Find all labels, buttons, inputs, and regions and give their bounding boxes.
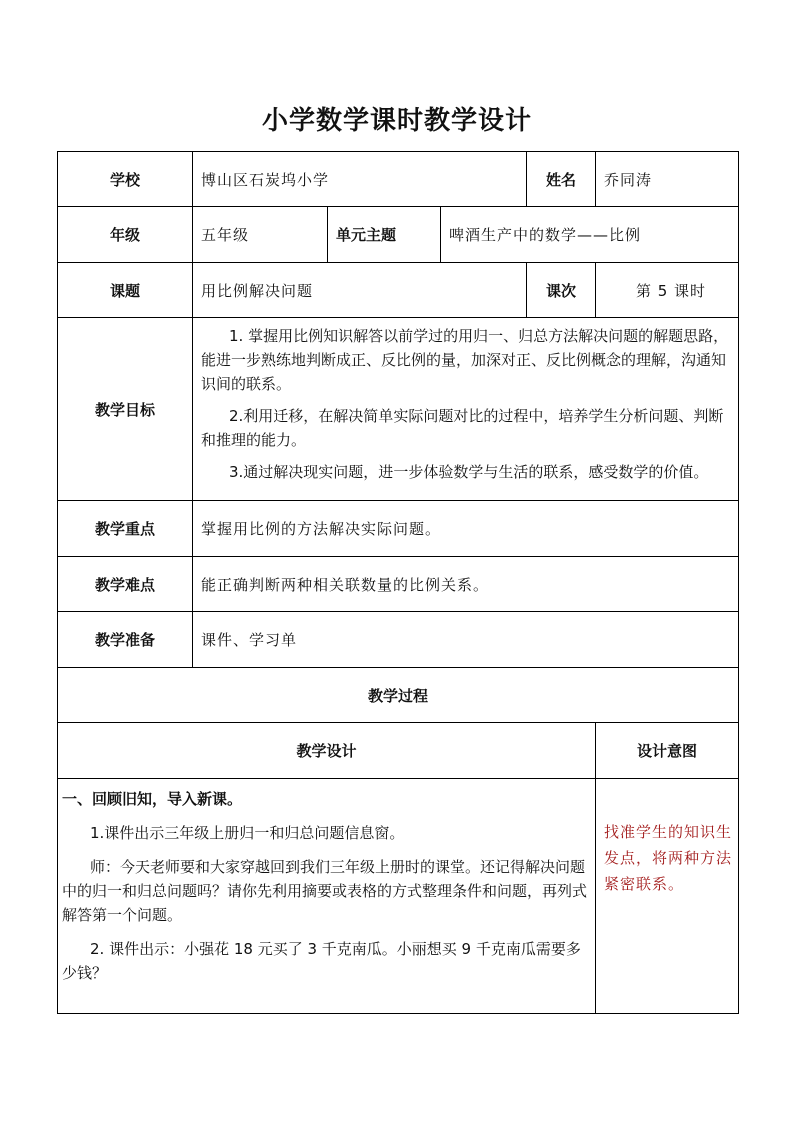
difficulty-value: 能正确判断两种相关联数量的比例关系。 <box>193 557 739 612</box>
intent-column-header: 设计意图 <box>596 723 739 779</box>
row-preparation <box>58 612 739 668</box>
school-value: 博山区石炭坞小学 <box>193 152 527 207</box>
preparation-value: 课件、学习单 <box>193 612 739 668</box>
topic-value: 用比例解决问题 <box>193 263 527 318</box>
preparation-label: 教学准备 <box>58 612 193 668</box>
topic-label: 课题 <box>58 263 193 318</box>
key-point-value: 掌握用比例的方法解决实际问题。 <box>193 501 739 557</box>
row-grade <box>58 207 739 263</box>
grade-value: 五年级 <box>193 207 328 263</box>
difficulty-label: 教学难点 <box>58 557 193 612</box>
design-paragraph: 1.课件出示三年级上册归一和归总问题信息窗。 <box>90 824 405 842</box>
goal-item: 2.利用迁移，在解决简单实际问题对比的过程中，培养学生分析问题、判断和推理的能力。 <box>201 407 724 449</box>
lesson-value: 第 5 课时 <box>596 263 739 318</box>
intent-content: 找准学生的知识生发点，将两种方法紧密联系。 <box>596 779 739 1014</box>
key-point-label: 教学重点 <box>58 501 193 557</box>
row-difficulty <box>58 557 739 612</box>
goals-label: 教学目标 <box>58 318 193 501</box>
row-key-point <box>58 501 739 557</box>
section-title: 一、回顾旧知，导入新课。 <box>62 790 243 808</box>
goal-item: 3.通过解决现实问题，进一步体验数学与生活的联系，感受数学的价值。 <box>229 463 709 481</box>
goal-item: 1. 掌握用比例知识解答以前学过的用归一、归总方法解决问题的解题思路，能进一步熟练地判断成正、反比例的量，加深对正、反比例概念的理解，沟通知识间的联系。 <box>201 327 729 393</box>
design-content <box>58 779 596 1014</box>
design-column-header: 教学设计 <box>58 723 596 779</box>
design-paragraph: 师：今天老师要和大家穿越回到我们三年级上册时的课堂。还记得解决问题中的归一和归总问题吗？请你先利用摘要或表格的方式整理条件和问题，再列式解答第一个问题。 <box>62 858 588 924</box>
page-title: 小学数学课时教学设计 <box>261 106 532 136</box>
name-value: 乔同涛 <box>596 152 739 207</box>
unit-label: 单元主题 <box>328 207 441 263</box>
row-process-columns <box>58 723 739 779</box>
row-school <box>58 152 739 207</box>
unit-value: 啤酒生产中的数学——比例 <box>441 207 739 263</box>
row-process-section1 <box>58 779 739 1014</box>
row-goals <box>58 318 739 501</box>
name-label: 姓名 <box>527 152 596 207</box>
row-process-header <box>58 668 739 723</box>
lesson-plan-table <box>57 151 739 1014</box>
school-label: 学校 <box>58 152 193 207</box>
design-paragraph: 2. 课件出示：小强花 18 元买了 3 千克南瓜。小丽想买 9 千克南瓜需要多少钱？ <box>62 940 581 982</box>
lesson-label: 课次 <box>527 263 596 318</box>
goals-content <box>193 318 739 501</box>
process-header: 教学过程 <box>58 668 739 723</box>
grade-label: 年级 <box>58 207 193 263</box>
row-topic <box>58 263 739 318</box>
